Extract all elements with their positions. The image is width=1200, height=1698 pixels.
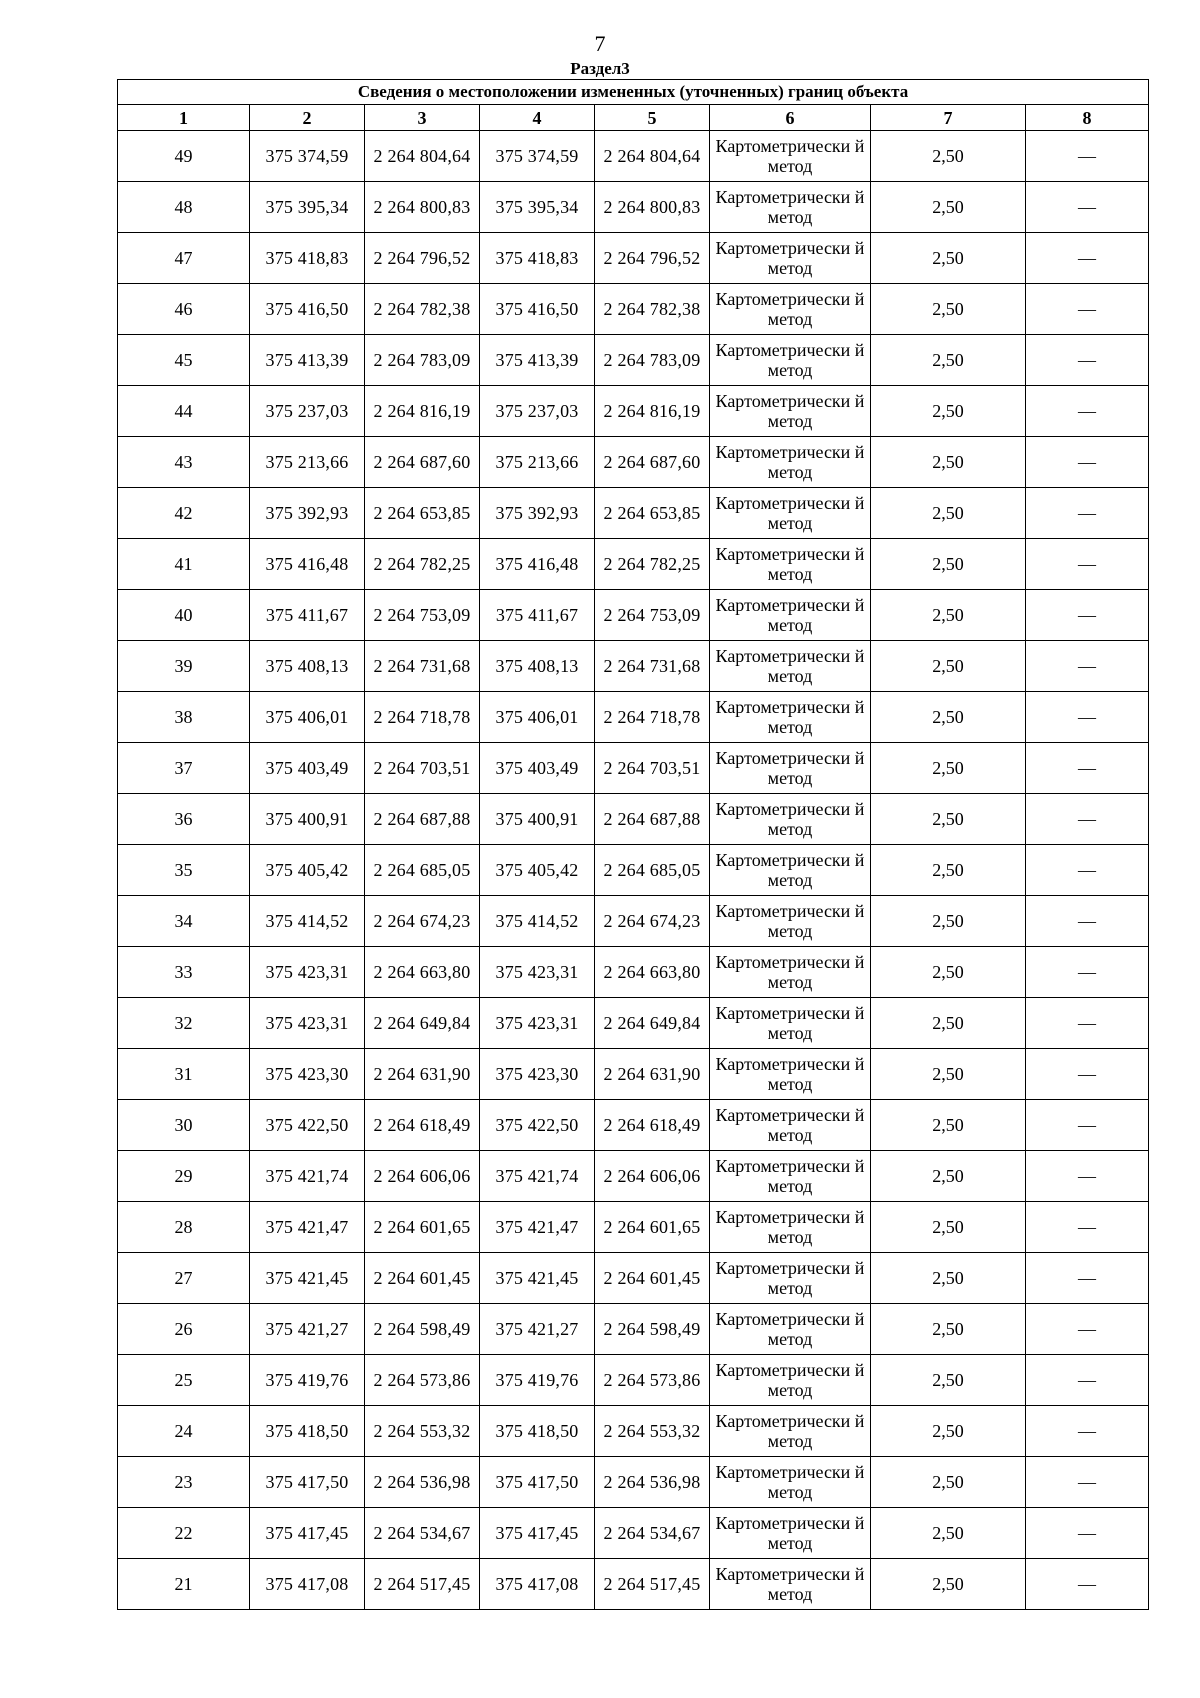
y-new-cell: 2 264 687,88 xyxy=(595,794,710,845)
y-new-cell: 2 264 804,64 xyxy=(595,131,710,182)
x-new-cell: 375 403,49 xyxy=(480,743,595,794)
description-cell: — xyxy=(1026,131,1149,182)
description-cell: — xyxy=(1026,794,1149,845)
column-header-row xyxy=(118,105,1149,131)
point-number-cell: 43 xyxy=(118,437,250,488)
y-old-cell: 2 264 618,49 xyxy=(365,1100,480,1151)
method-cell: Картометрически й метод xyxy=(710,233,871,284)
x-old-cell: 375 423,30 xyxy=(250,1049,365,1100)
description-cell: — xyxy=(1026,743,1149,794)
table-body xyxy=(118,131,1149,1610)
y-old-cell: 2 264 782,25 xyxy=(365,539,480,590)
description-cell: — xyxy=(1026,641,1149,692)
method-cell: Картометрически й метод xyxy=(710,1508,871,1559)
accuracy-cell: 2,50 xyxy=(871,998,1026,1049)
y-new-cell: 2 264 517,45 xyxy=(595,1559,710,1610)
x-old-cell: 375 414,52 xyxy=(250,896,365,947)
accuracy-cell: 2,50 xyxy=(871,284,1026,335)
point-number-cell: 31 xyxy=(118,1049,250,1100)
point-number-cell: 45 xyxy=(118,335,250,386)
y-new-cell: 2 264 598,49 xyxy=(595,1304,710,1355)
page-number: 7 xyxy=(594,31,606,56)
x-new-cell: 375 414,52 xyxy=(480,896,595,947)
x-new-cell: 375 400,91 xyxy=(480,794,595,845)
y-old-cell: 2 264 703,51 xyxy=(365,743,480,794)
x-old-cell: 375 392,93 xyxy=(250,488,365,539)
y-new-cell: 2 264 618,49 xyxy=(595,1100,710,1151)
y-new-cell: 2 264 653,85 xyxy=(595,488,710,539)
x-new-cell: 375 423,30 xyxy=(480,1049,595,1100)
table-row xyxy=(118,182,1149,233)
x-old-cell: 375 237,03 xyxy=(250,386,365,437)
x-old-cell: 375 406,01 xyxy=(250,692,365,743)
table-row xyxy=(118,284,1149,335)
method-cell: Картометрически й метод xyxy=(710,794,871,845)
y-old-cell: 2 264 536,98 xyxy=(365,1457,480,1508)
method-cell: Картометрически й метод xyxy=(710,896,871,947)
method-cell: Картометрически й метод xyxy=(710,590,871,641)
column-header: 3 xyxy=(365,105,480,131)
description-cell: — xyxy=(1026,386,1149,437)
method-cell: Картометрически й метод xyxy=(710,284,871,335)
table-row xyxy=(118,1559,1149,1610)
y-old-cell: 2 264 534,67 xyxy=(365,1508,480,1559)
table-row xyxy=(118,845,1149,896)
x-old-cell: 375 423,31 xyxy=(250,947,365,998)
x-new-cell: 375 418,83 xyxy=(480,233,595,284)
y-old-cell: 2 264 796,52 xyxy=(365,233,480,284)
method-cell: Картометрически й метод xyxy=(710,1253,871,1304)
y-old-cell: 2 264 674,23 xyxy=(365,896,480,947)
method-cell: Картометрически й метод xyxy=(710,1355,871,1406)
accuracy-cell: 2,50 xyxy=(871,437,1026,488)
x-old-cell: 375 418,83 xyxy=(250,233,365,284)
column-header: 8 xyxy=(1026,105,1149,131)
method-cell: Картометрически й метод xyxy=(710,845,871,896)
y-new-cell: 2 264 685,05 xyxy=(595,845,710,896)
y-old-cell: 2 264 573,86 xyxy=(365,1355,480,1406)
y-old-cell: 2 264 804,64 xyxy=(365,131,480,182)
table-row xyxy=(118,131,1149,182)
y-new-cell: 2 264 782,25 xyxy=(595,539,710,590)
table-row xyxy=(118,947,1149,998)
point-number-cell: 22 xyxy=(118,1508,250,1559)
description-cell: — xyxy=(1026,1406,1149,1457)
y-old-cell: 2 264 553,32 xyxy=(365,1406,480,1457)
x-old-cell: 375 416,50 xyxy=(250,284,365,335)
accuracy-cell: 2,50 xyxy=(871,794,1026,845)
table-row xyxy=(118,896,1149,947)
accuracy-cell: 2,50 xyxy=(871,1253,1026,1304)
column-header: 5 xyxy=(595,105,710,131)
y-old-cell: 2 264 601,45 xyxy=(365,1253,480,1304)
description-cell: — xyxy=(1026,947,1149,998)
description-cell: — xyxy=(1026,896,1149,947)
point-number-cell: 28 xyxy=(118,1202,250,1253)
y-new-cell: 2 264 703,51 xyxy=(595,743,710,794)
method-cell: Картометрически й метод xyxy=(710,1202,871,1253)
description-cell: — xyxy=(1026,1355,1149,1406)
method-cell: Картометрически й метод xyxy=(710,1100,871,1151)
x-new-cell: 375 411,67 xyxy=(480,590,595,641)
point-number-cell: 25 xyxy=(118,1355,250,1406)
description-cell: — xyxy=(1026,488,1149,539)
y-old-cell: 2 264 753,09 xyxy=(365,590,480,641)
y-new-cell: 2 264 753,09 xyxy=(595,590,710,641)
y-new-cell: 2 264 606,06 xyxy=(595,1151,710,1202)
x-new-cell: 375 405,42 xyxy=(480,845,595,896)
table-caption: Сведения о местоположении измененных (уточненных) границ объекта xyxy=(118,80,1149,105)
method-cell: Картометрически й метод xyxy=(710,1049,871,1100)
accuracy-cell: 2,50 xyxy=(871,1151,1026,1202)
y-old-cell: 2 264 687,88 xyxy=(365,794,480,845)
section-title: Раздел3 xyxy=(570,59,630,78)
accuracy-cell: 2,50 xyxy=(871,590,1026,641)
point-number-cell: 21 xyxy=(118,1559,250,1610)
table-row xyxy=(118,998,1149,1049)
x-new-cell: 375 413,39 xyxy=(480,335,595,386)
method-cell: Картометрически й метод xyxy=(710,131,871,182)
table-row xyxy=(118,488,1149,539)
y-old-cell: 2 264 663,80 xyxy=(365,947,480,998)
y-old-cell: 2 264 653,85 xyxy=(365,488,480,539)
description-cell: — xyxy=(1026,1457,1149,1508)
table-row xyxy=(118,1508,1149,1559)
point-number-cell: 41 xyxy=(118,539,250,590)
table-row xyxy=(118,1355,1149,1406)
x-new-cell: 375 416,48 xyxy=(480,539,595,590)
y-old-cell: 2 264 816,19 xyxy=(365,386,480,437)
description-cell: — xyxy=(1026,1253,1149,1304)
point-number-cell: 36 xyxy=(118,794,250,845)
accuracy-cell: 2,50 xyxy=(871,743,1026,794)
accuracy-cell: 2,50 xyxy=(871,1457,1026,1508)
description-cell: — xyxy=(1026,233,1149,284)
point-number-cell: 37 xyxy=(118,743,250,794)
method-cell: Картометрически й метод xyxy=(710,335,871,386)
description-cell: — xyxy=(1026,998,1149,1049)
description-cell: — xyxy=(1026,1559,1149,1610)
accuracy-cell: 2,50 xyxy=(871,131,1026,182)
x-old-cell: 375 374,59 xyxy=(250,131,365,182)
point-number-cell: 48 xyxy=(118,182,250,233)
description-cell: — xyxy=(1026,845,1149,896)
table-row xyxy=(118,1202,1149,1253)
description-cell: — xyxy=(1026,1151,1149,1202)
y-old-cell: 2 264 685,05 xyxy=(365,845,480,896)
y-old-cell: 2 264 800,83 xyxy=(365,182,480,233)
accuracy-cell: 2,50 xyxy=(871,182,1026,233)
y-old-cell: 2 264 783,09 xyxy=(365,335,480,386)
y-new-cell: 2 264 649,84 xyxy=(595,998,710,1049)
x-new-cell: 375 417,08 xyxy=(480,1559,595,1610)
point-number-cell: 30 xyxy=(118,1100,250,1151)
x-new-cell: 375 421,74 xyxy=(480,1151,595,1202)
x-old-cell: 375 416,48 xyxy=(250,539,365,590)
x-old-cell: 375 422,50 xyxy=(250,1100,365,1151)
description-cell: — xyxy=(1026,590,1149,641)
x-new-cell: 375 417,45 xyxy=(480,1508,595,1559)
x-new-cell: 375 408,13 xyxy=(480,641,595,692)
x-new-cell: 375 423,31 xyxy=(480,998,595,1049)
method-cell: Картометрически й метод xyxy=(710,386,871,437)
y-new-cell: 2 264 796,52 xyxy=(595,233,710,284)
method-cell: Картометрически й метод xyxy=(710,182,871,233)
y-new-cell: 2 264 553,32 xyxy=(595,1406,710,1457)
coordinates-table xyxy=(117,79,1149,1610)
column-header: 7 xyxy=(871,105,1026,131)
table-row xyxy=(118,233,1149,284)
point-number-cell: 42 xyxy=(118,488,250,539)
x-new-cell: 375 419,76 xyxy=(480,1355,595,1406)
y-new-cell: 2 264 816,19 xyxy=(595,386,710,437)
point-number-cell: 34 xyxy=(118,896,250,947)
x-new-cell: 375 392,93 xyxy=(480,488,595,539)
x-old-cell: 375 421,47 xyxy=(250,1202,365,1253)
accuracy-cell: 2,50 xyxy=(871,488,1026,539)
method-cell: Картометрически й метод xyxy=(710,539,871,590)
y-old-cell: 2 264 649,84 xyxy=(365,998,480,1049)
y-new-cell: 2 264 783,09 xyxy=(595,335,710,386)
x-old-cell: 375 405,42 xyxy=(250,845,365,896)
table-row xyxy=(118,1457,1149,1508)
point-number-cell: 46 xyxy=(118,284,250,335)
table-row xyxy=(118,539,1149,590)
accuracy-cell: 2,50 xyxy=(871,1304,1026,1355)
y-old-cell: 2 264 782,38 xyxy=(365,284,480,335)
column-header: 2 xyxy=(250,105,365,131)
accuracy-cell: 2,50 xyxy=(871,1355,1026,1406)
description-cell: — xyxy=(1026,539,1149,590)
accuracy-cell: 2,50 xyxy=(871,1406,1026,1457)
description-cell: — xyxy=(1026,437,1149,488)
point-number-cell: 32 xyxy=(118,998,250,1049)
accuracy-cell: 2,50 xyxy=(871,1049,1026,1100)
x-old-cell: 375 417,45 xyxy=(250,1508,365,1559)
y-new-cell: 2 264 573,86 xyxy=(595,1355,710,1406)
point-number-cell: 40 xyxy=(118,590,250,641)
description-cell: — xyxy=(1026,692,1149,743)
y-old-cell: 2 264 687,60 xyxy=(365,437,480,488)
y-new-cell: 2 264 601,45 xyxy=(595,1253,710,1304)
method-cell: Картометрически й метод xyxy=(710,1457,871,1508)
point-number-cell: 35 xyxy=(118,845,250,896)
x-new-cell: 375 421,45 xyxy=(480,1253,595,1304)
accuracy-cell: 2,50 xyxy=(871,845,1026,896)
table-row xyxy=(118,1406,1149,1457)
y-new-cell: 2 264 800,83 xyxy=(595,182,710,233)
method-cell: Картометрически й метод xyxy=(710,743,871,794)
x-new-cell: 375 418,50 xyxy=(480,1406,595,1457)
x-new-cell: 375 237,03 xyxy=(480,386,595,437)
table-row xyxy=(118,1049,1149,1100)
x-new-cell: 375 422,50 xyxy=(480,1100,595,1151)
method-cell: Картометрически й метод xyxy=(710,641,871,692)
x-new-cell: 375 374,59 xyxy=(480,131,595,182)
description-cell: — xyxy=(1026,1202,1149,1253)
x-new-cell: 375 213,66 xyxy=(480,437,595,488)
point-number-cell: 29 xyxy=(118,1151,250,1202)
x-old-cell: 375 411,67 xyxy=(250,590,365,641)
method-cell: Картометрически й метод xyxy=(710,998,871,1049)
x-new-cell: 375 421,27 xyxy=(480,1304,595,1355)
x-old-cell: 375 417,08 xyxy=(250,1559,365,1610)
description-cell: — xyxy=(1026,1304,1149,1355)
x-old-cell: 375 421,27 xyxy=(250,1304,365,1355)
y-new-cell: 2 264 601,65 xyxy=(595,1202,710,1253)
method-cell: Картометрически й метод xyxy=(710,947,871,998)
accuracy-cell: 2,50 xyxy=(871,896,1026,947)
x-new-cell: 375 421,47 xyxy=(480,1202,595,1253)
table-row xyxy=(118,386,1149,437)
point-number-cell: 27 xyxy=(118,1253,250,1304)
x-old-cell: 375 400,91 xyxy=(250,794,365,845)
x-old-cell: 375 419,76 xyxy=(250,1355,365,1406)
table-row xyxy=(118,1151,1149,1202)
x-old-cell: 375 421,74 xyxy=(250,1151,365,1202)
y-new-cell: 2 264 631,90 xyxy=(595,1049,710,1100)
table-row xyxy=(118,743,1149,794)
method-cell: Картометрически й метод xyxy=(710,437,871,488)
accuracy-cell: 2,50 xyxy=(871,386,1026,437)
accuracy-cell: 2,50 xyxy=(871,1559,1026,1610)
table-row xyxy=(118,1304,1149,1355)
x-new-cell: 375 406,01 xyxy=(480,692,595,743)
method-cell: Картометрически й метод xyxy=(710,1151,871,1202)
x-old-cell: 375 395,34 xyxy=(250,182,365,233)
table-row xyxy=(118,437,1149,488)
accuracy-cell: 2,50 xyxy=(871,335,1026,386)
point-number-cell: 24 xyxy=(118,1406,250,1457)
description-cell: — xyxy=(1026,1049,1149,1100)
table-row xyxy=(118,590,1149,641)
table-row xyxy=(118,641,1149,692)
method-cell: Картометрически й метод xyxy=(710,1304,871,1355)
description-cell: — xyxy=(1026,182,1149,233)
x-old-cell: 375 421,45 xyxy=(250,1253,365,1304)
description-cell: — xyxy=(1026,335,1149,386)
point-number-cell: 38 xyxy=(118,692,250,743)
y-old-cell: 2 264 601,65 xyxy=(365,1202,480,1253)
point-number-cell: 26 xyxy=(118,1304,250,1355)
description-cell: — xyxy=(1026,1508,1149,1559)
accuracy-cell: 2,50 xyxy=(871,1508,1026,1559)
point-number-cell: 44 xyxy=(118,386,250,437)
table-row xyxy=(118,1253,1149,1304)
column-header: 4 xyxy=(480,105,595,131)
y-new-cell: 2 264 663,80 xyxy=(595,947,710,998)
y-old-cell: 2 264 598,49 xyxy=(365,1304,480,1355)
x-new-cell: 375 423,31 xyxy=(480,947,595,998)
y-new-cell: 2 264 782,38 xyxy=(595,284,710,335)
method-cell: Картометрически й метод xyxy=(710,1559,871,1610)
y-old-cell: 2 264 631,90 xyxy=(365,1049,480,1100)
point-number-cell: 49 xyxy=(118,131,250,182)
accuracy-cell: 2,50 xyxy=(871,641,1026,692)
y-new-cell: 2 264 687,60 xyxy=(595,437,710,488)
x-new-cell: 375 416,50 xyxy=(480,284,595,335)
point-number-cell: 47 xyxy=(118,233,250,284)
y-new-cell: 2 264 718,78 xyxy=(595,692,710,743)
point-number-cell: 33 xyxy=(118,947,250,998)
x-old-cell: 375 417,50 xyxy=(250,1457,365,1508)
y-new-cell: 2 264 534,67 xyxy=(595,1508,710,1559)
y-old-cell: 2 264 517,45 xyxy=(365,1559,480,1610)
x-old-cell: 375 403,49 xyxy=(250,743,365,794)
accuracy-cell: 2,50 xyxy=(871,1202,1026,1253)
y-new-cell: 2 264 536,98 xyxy=(595,1457,710,1508)
accuracy-cell: 2,50 xyxy=(871,539,1026,590)
x-old-cell: 375 408,13 xyxy=(250,641,365,692)
table-row xyxy=(118,794,1149,845)
accuracy-cell: 2,50 xyxy=(871,233,1026,284)
y-old-cell: 2 264 731,68 xyxy=(365,641,480,692)
x-old-cell: 375 213,66 xyxy=(250,437,365,488)
x-new-cell: 375 395,34 xyxy=(480,182,595,233)
method-cell: Картометрически й метод xyxy=(710,1406,871,1457)
y-old-cell: 2 264 718,78 xyxy=(365,692,480,743)
x-old-cell: 375 423,31 xyxy=(250,998,365,1049)
table-row xyxy=(118,692,1149,743)
y-new-cell: 2 264 731,68 xyxy=(595,641,710,692)
table-row xyxy=(118,335,1149,386)
column-header: 6 xyxy=(710,105,871,131)
accuracy-cell: 2,50 xyxy=(871,692,1026,743)
accuracy-cell: 2,50 xyxy=(871,947,1026,998)
method-cell: Картометрически й метод xyxy=(710,488,871,539)
point-number-cell: 23 xyxy=(118,1457,250,1508)
point-number-cell: 39 xyxy=(118,641,250,692)
y-old-cell: 2 264 606,06 xyxy=(365,1151,480,1202)
x-old-cell: 375 418,50 xyxy=(250,1406,365,1457)
description-cell: — xyxy=(1026,1100,1149,1151)
column-header: 1 xyxy=(118,105,250,131)
table-row xyxy=(118,1100,1149,1151)
x-new-cell: 375 417,50 xyxy=(480,1457,595,1508)
x-old-cell: 375 413,39 xyxy=(250,335,365,386)
y-new-cell: 2 264 674,23 xyxy=(595,896,710,947)
accuracy-cell: 2,50 xyxy=(871,1100,1026,1151)
description-cell: — xyxy=(1026,284,1149,335)
method-cell: Картометрически й метод xyxy=(710,692,871,743)
